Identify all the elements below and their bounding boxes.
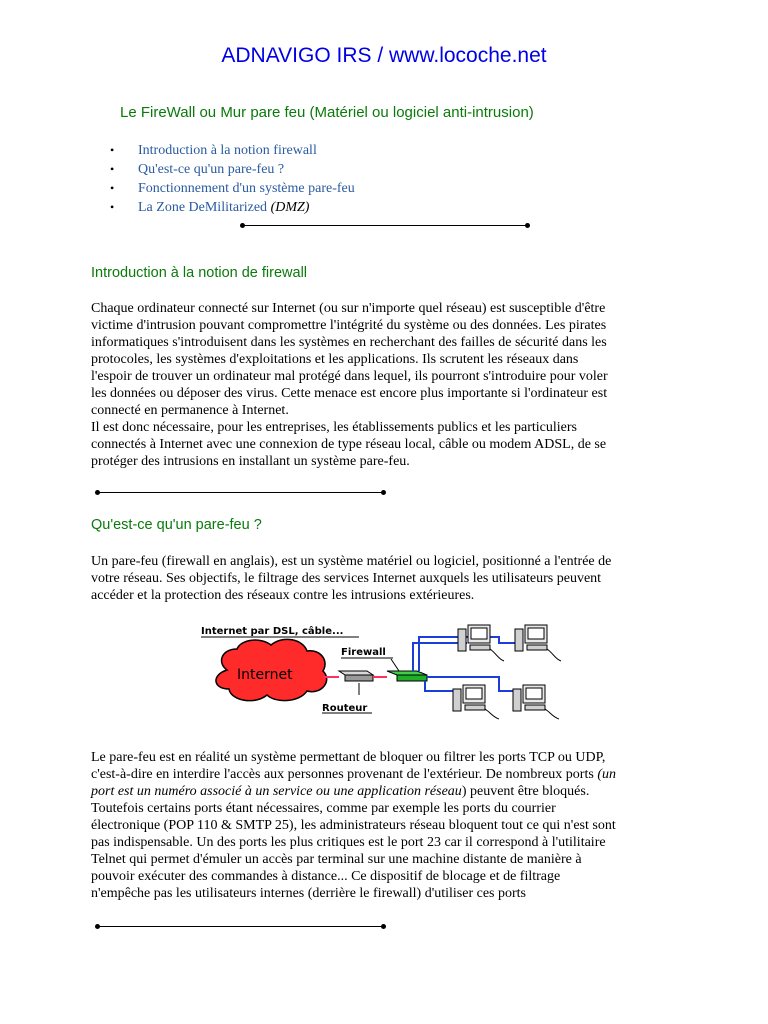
site-title: ADNAVIGO IRS / www.locoche.net <box>221 44 547 67</box>
toc-item[interactable] <box>108 179 355 198</box>
section-heading-pare-feu: Qu'est-ce qu'un pare-feu ? <box>91 517 262 533</box>
internet-label: Internet <box>237 667 293 683</box>
paragraph-italic-note: (un port est un numéro associé à un service ou une application réseau <box>91 767 616 799</box>
computer-icon <box>458 625 504 661</box>
toc-item-label[interactable]: Fonctionnement d'un système pare-feu <box>138 181 355 196</box>
toc-item-label[interactable]: Qu'est-ce qu'un pare-feu ? <box>138 162 285 177</box>
router-label: Routeur <box>322 703 368 714</box>
diagram-top-label: Internet par DSL, câble... <box>201 626 344 637</box>
divider <box>97 492 384 493</box>
intro-paragraph: Chaque ordinateur connecté sur Internet (ou sur n'importe quel réseau) est susceptible d'être victime d'intrusion pouvant compromettre l'intégrité du système ou des données. Les pirates informatiques s'introduisent dans les systèmes en recherchant des failles de sécurité dans les protocoles, les systèmes d'exploitations et les applications. Ils scrutent les réseaux dans l'espoir de trouver un ordinateur mal protégé dans lequel, ils pourront s'introduire pour voler les données ou déposer des virus. Cette menace est encore plus importante si l'ordinateur est connecté en permanence à Internet. Il est donc nécessaire, pour les entreprises, les établissements publics et les particuliers connectés à Internet avec une connexion de type réseau local, câble ou modem ADSL, de se protéger des intrusions en installant un système pare-feu. <box>91 301 608 469</box>
pare-feu-paragraph: Un pare-feu (firewall en anglais), est un système matériel ou logiciel, positionné a l'entrée de votre réseau. Ses objectifs, le filtrage des services Internet auxquels les utilisateurs peuvent accéder et la protection des réseaux contre les intrusions extérieures. <box>91 554 612 603</box>
table-of-contents <box>108 141 355 217</box>
computer-icon <box>453 685 499 719</box>
paragraph-text: ) peuvent être bloqués. Toutefois certains ports étant nécessaires, comme par exemple les ports du courrier électronique (POP 110 & SMTP 25), les administrateurs réseau bloquent tout ce qui n'est sont pas indispensable. Un des ports les plus critiques est le port 23 car il correspond à l'utilitaire Telnet qui permet d'émuler un accès par terminal sur une machine distante de manière à pouvoir exécuter des commandes à distance... Ce dispositif de blocage et de filtrage n'empêche pas les utilisateurs internes (derrière le firewall) d'utiliser ces ports <box>91 784 616 901</box>
document-title: Le FireWall ou Mur pare feu (Matériel ou logiciel anti-intrusion) <box>120 104 534 121</box>
computer-icon <box>513 685 559 719</box>
toc-item-label[interactable]: Introduction à la notion firewall <box>138 143 317 158</box>
toc-item[interactable] <box>108 198 355 217</box>
section-heading-intro: Introduction à la notion de firewall <box>91 265 308 281</box>
divider <box>97 926 384 927</box>
firewall-label: Firewall <box>341 647 386 658</box>
paragraph-text: Le pare-feu est en réalité un système permettant de bloquer ou filtrer les ports TCP ou UDP, c'est-à-dire en interdire l'accès aux personnes provenant de l'extérieur. De nombreux ports <box>91 750 606 782</box>
computer-icon <box>515 625 561 661</box>
network-diagram <box>199 615 579 725</box>
toc-item-suffix: (DMZ) <box>270 200 310 215</box>
toc-item[interactable] <box>108 160 355 179</box>
divider <box>242 225 528 226</box>
router-icon <box>339 671 373 681</box>
firewall-icon <box>387 671 427 681</box>
pare-feu-paragraph-2 <box>91 749 691 902</box>
toc-item[interactable] <box>108 141 355 160</box>
toc-item-label[interactable]: La Zone DeMilitarized <box>138 200 268 215</box>
